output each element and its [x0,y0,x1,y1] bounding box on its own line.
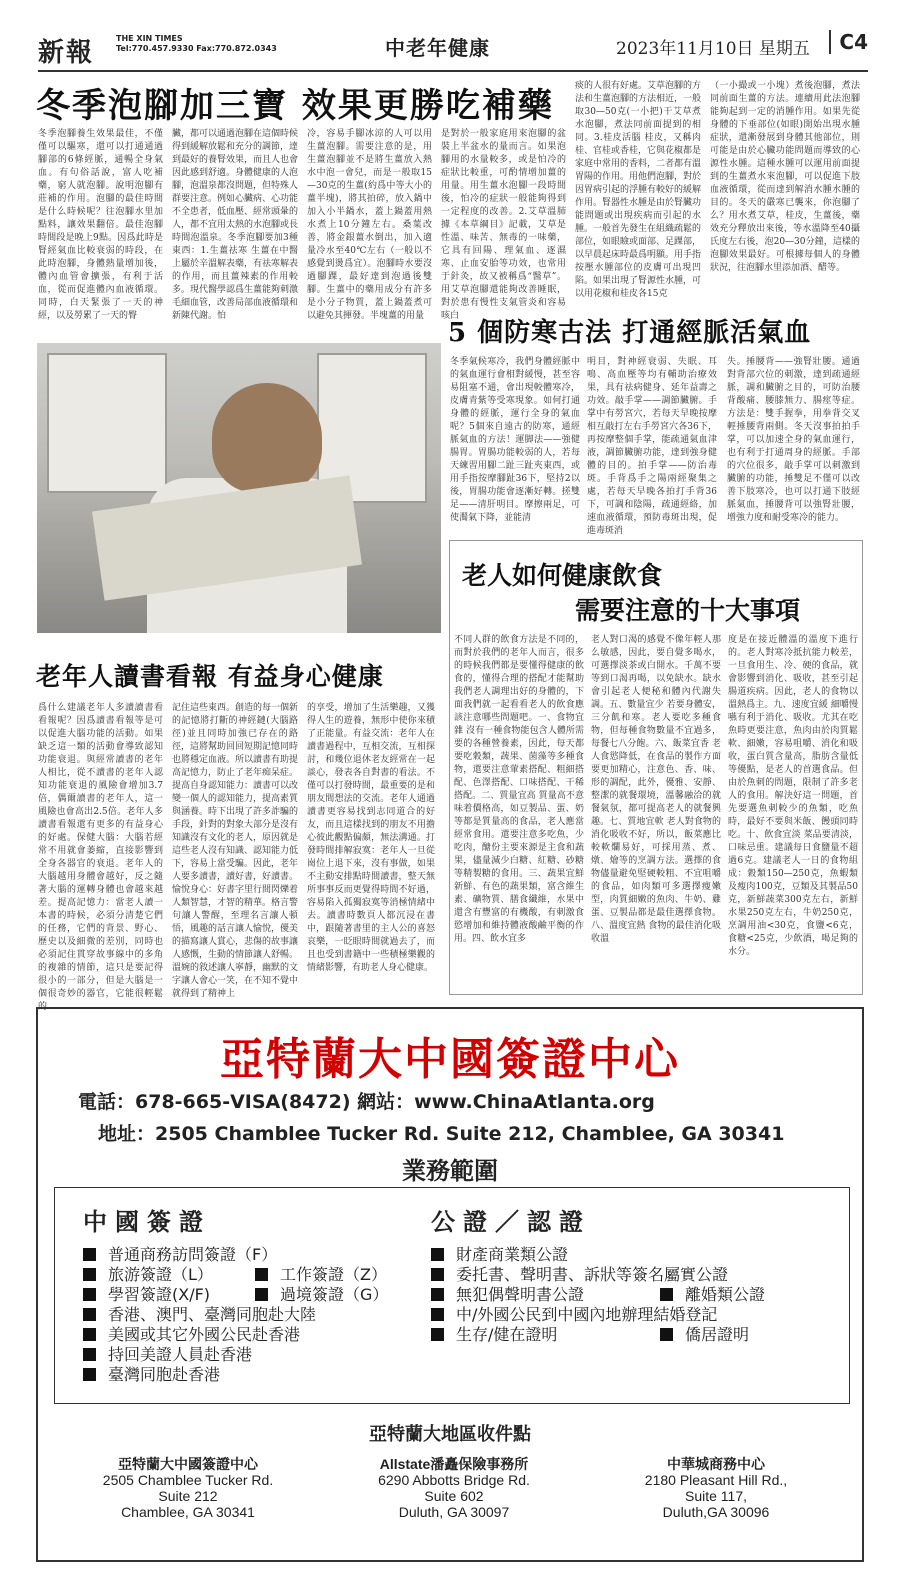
ad-address: 地址：2505 Chamblee Tucker Rd. Suite 212, Chamblee, GA 30341 [98,1123,785,1145]
article4-col1: 不同人群的飲食方法是不同的，而對於我們的老年人而言，很多的時候我們都是要懂得健康的飲食的，懂得合理的搭配才能幫助我們老人調理出好的身體的，下面我們就一起看看老人的飲食應該注意哪些問題吧。一、食物宜雜 沒有一種食物能包含人體所需要的各種營養素，因此，每天都要吃穀類，蔬果、菌藻等多種食物，還要注意葷素搭配、粗細搭配、色澤搭配、口味搭配、干稀搭配。二、質量宜高 質量高不意味着價格高，如豆製品、蛋、奶等都是質量高的食品，老人應當經常食用。還要注意多吃魚，少吃肉，醣份主要來源是主食和蔬果，儘量減少白糖、紅糖、砂糖等精製糖的食用。三、蔬果宜鮮 新鮮、有色的蔬果類，富含維生素、礦物質、膳食纖維，水果中還含有豐富的有機酸，有刺激食慾增加和維持體液酸鹼平衡的作用。四、飲水宜多 [454,635,584,944]
list-item: 美國或其它外國公民赴香港 [83,1325,316,1345]
list-item: 過境簽證（G） [255,1285,388,1305]
article4-col2: 老人對口渴的感覺不像年輕人那么敏感，因此，要自覺多喝水，可選擇淡茶或白開水。千萬不要等到口渴再喝，以免缺水。缺水會引起老人便秘和體內代謝失調。五、數量宜少 若要身體安，三分飢和寒。老人要吃多種食物，但每種食物數量不宜過多，每餐七八分飽。六、飯菜宜香 老人食慾降低，在食品的製作方面要更加精心，注意色、香、味、形的調配，此外，優雅、安靜、整潔的就餐環境，溫馨融洽的就餐氣氛，都可提高老人的就餐興趣。七、質地宜軟 老人對食物的消化吸收不好，所以，飯菜應比較軟爛易好，可採用蒸、煮、燉、燴等的烹調方法。選擇的食物儘量避免堅硬較粗、不宜咀嚼的食品，如肉類可多選擇瘦嫩型，肉質細嫩的魚肉、牛奶、雞蛋、豆製品都是最佳選擇食物。八、溫度宜熱 食物的最佳消化吸收溫 [591,635,721,944]
list-item: 工作簽證（Z） [255,1265,388,1285]
article1-col4: 是對於一般家庭用來泡腳的盆裝上半盆水的量而言。如果泡腳用的水量較多，或是怕冷的症狀比較重，可酌情增加薑的用量。用生薑水泡腳一段時間後，怕冷的症狀一般能夠得到一定程度的改善。2.艾草溫肺 據《本草綱目》記載，艾草是性溫、味苦、無毒的一味藥，它具有回陽、理氣血、逐濕寒、止血安胎等功效，也常用于針灸，故又被稱爲“醫草”。用艾草泡腳還能夠改善睡眠，對於患有慢性支氣管炎和容易咳白 [441,129,566,321]
list-item: 無犯偶聲明書公證 [431,1285,728,1305]
article4-title-line1: 老人如何健康飲食 [462,561,663,590]
article1-col2: 臟，都可以通過泡腳在這個時候得到緩解放鬆和充分的調節，達到最好的養腎效果，而且人也會因此感到舒適。身體健康的人泡腳，泡溫泉都沒問題，但特殊人群要注意。例如心臟病、心功能不全患者，低血壓、經常頭暈的人，都不宜用太熱的水泡腳或長時間泡溫泉。冬季泡腳要加3種東西：1.生薑祛寒 生薑在中醫上屬於辛溫解表藥，有祛寒解表的作用，而且薑辣素的作用較多。現代醫學認爲生薑能夠刺激毛細血管，改善局部血液循環和新陳代謝。怕 [172,129,299,321]
list-item: 學習簽證(X/F) [83,1285,316,1305]
newspaper-logo: 新報 [38,38,95,68]
list-item: 普通商務訪問簽證（F） [83,1245,316,1265]
masthead [38,22,868,72]
list-item: 香港、澳門、臺灣同胞赴大陸 [83,1305,316,1325]
article2-col3: 失。捶腰背——強腎壯腰。通過對背部穴位的刺激，達到疏通經脈，調和臟腑之目的，可防治腰背酸痛、腰膝無力、腸痙等症。方法是：雙手握拳，用拳背交叉輕捶腰背兩側。冬天沒事拍拍手掌，可以加速全身的氣血運行，也有利于打通周身的經脈。手部的穴位很多，敲手掌可以刺激到臟腑的功能，捶雙足不僅可以改善下肢寒冷，也可以打通下肢經脈氣血，捶腰背可以強腎壯腰，增強力度和耐受寒冷的能力。 [727,357,860,523]
services-box [54,1187,850,1404]
ad-scope-title: 業務範圍 [402,1156,498,1185]
article3-col1: 爲什么建議老年人多讀讀書看看報呢？因爲讀書看報等是可以促進大腦功能的活動。如果缺乏這一類的活動會導致認知功能衰退。與經常讀書的老年人相比，從不讀書的老年人認知功能衰退的風險會增加3.7倍，偶爾讀書的老年人，這一風險也會高出2.5倍。老年人多讀書看報還有更多的有益身心的好處。保健大腦：大腦若經常不用就會萎縮，直接影響到全身各器官的衰退。老年人的大腦越用身體會越好，反之隨著大腦的運轉身體也會越來越差。提高記憶力：當老人讀一本書的時候，必須分清楚它們的任務，它們的背景、野心、歷史以及細微的差別，同時也必須記住貫穿故事線中的多角的複雜的情節，這只是要記得很小的一部分，但是大腦是一個很奇妙的器官，它能很輕鬆的 [38,703,163,1012]
article1-col5: 痰的人很有好處。艾草泡腳的方法和生薑泡腳的方法相近，一般取30—50克(一小把)干艾草煮水泡腳，煮法同前面提到的相同。3.桂皮活腦 桂皮，又稱肉桂、官桂或香桂，它與花椒都是家庭中常用的香料，二者都有溫胃陽的作用。用他們泡腳，對於因胃病引起的浮腫有較好的緩解作用。腎器性水腫是由於腎臟功能問題或出現疾病而引起的水腫。一般首先發生在組織疏鬆的部位，如眼瞼或面部、足踝部，以早晨起床時最爲明顯。用手指按壓水腫部位的皮膚可出現凹陷。如果出現了腎源性水腫，可以用花椒和桂皮各15克 [575,81,702,299]
article3-title: 老年人讀書看報 有益身心健康 [36,662,384,691]
article3-col3: 的享受，增加了生活樂趣，又獲得人生的遊養，無形中使你來積了正能量。有益交流：老年人在讀書過程中，互相交流，互相探討，和幾位退休老友經常在一起談心，發表各自對書的看法。不僅可以打發時間，最重要的是和朋友間想法的交流。老年人通過讀書更容易找到志同道合的好友，而且這樣找到的朋友不用擔心彼此觀點偏頗，無法溝通。打發時間排解寂寞：老年人一旦從崗位上退下來，沒有事做，如果不主動安排點時間讀書，整天無所事事反而更覺得時間不好過，容易陷入孤獨寂寞等消極情緒中去。讀書時數頁人都沉浸在書中，跟隨著書里的主人公的喜怒哀樂，一眨眼時間就過去了，而且也受到書籍中一些積極樂觀的情緒影響，有助老人身心健康。 [307,703,435,973]
issue-date: 2023年11月10日 星期五 [616,39,810,59]
notary-heading: 公證／認證 [431,1207,591,1236]
list-item: 僑居證明 [660,1325,765,1345]
article3-col2: 記住這些東西。創造的每一個新的記憶將打斷的神經鏈(大腦路徑)並且同時加強已存在的路徑，這將幫助回回短期記憶同時也將穩定血液。所以讀書有助提高記憶力，防止了老年痴呆症。提高自身認知能力：讀書可以改變一個人的認知能力，提高素質與涵養。時下出現了許多詐騙的手段，針對的對象大部分是沒有知識沒有文化的老人，原因就是這些老人沒有知識、認知能力低下，容易上當受騙。因此，老年人要多讀書，讀好書，好讀書。愉悅身心：好書字里行間閃爍着人類智慧，才智的精華。格言警句讓人警醒，至理名言讓人頓悟，風趣的話言讓人愉悅，優美的描寫讓人賞心，悲傷的故事讓人感慨，生動的情節讓人舒暢。溫婉的敘述讓人寧靜，幽默的文字讓人會心一笑，在不知不覺中就得到了精神上 [172,703,299,999]
list-item: 中/外國公民到中國內地辦理結婚登記 [431,1305,728,1325]
ad-phone-website: 電話：678-665-VISA(8472) 網站：www.ChinaAtlanta.org [78,1091,655,1113]
section-title: 中老年健康 [385,36,490,60]
newspaper-contact: THE XIN TIMES Tel:770.457.9330 Fax:770.872.0343 [116,34,277,53]
location-3: 中華城商務中心 2180 Pleasant Hill Rd., Suite 117, Duluth,GA 30096 [644,1456,788,1520]
location-2: Allstate潘矗保險事務所 6290 Abbotts Bridge Rd. Suite 602 Duluth, GA 30097 [378,1456,530,1520]
elderly-man-reading-photo [37,343,441,633]
article2-col2: 明目，對神經衰弱、失眠、耳鳴、高血壓等均有輔助治療效果，具有祛病健身、延年益壽之功效。敲手掌——調節臟腑。手掌中有勞宮穴，若每天早晚按摩相互敲打左右手勞宮穴各36下，再按摩整個手掌，能疏通氣血津液，調節臟腑功能，達到強身健體的目的。拍手掌——防治毒斑。手背爲手之陽兩經聚集之處，若每天早晚各拍打手背36下，可調和陰陽，疏通經絡，加速血液循環，預防毒斑出現，促進毒斑消 [587,357,717,536]
article2-col1: 冬季氣候寒冷，我們身體經脈中的氣血運行會相對緩慢，甚至容易阻塞不通，會出現較體寒冷，皮膚青紫等受寒現象。如何打通身體的經脈，運行全身的氣血呢？5個來自遠古的防寒，通經脈氣血的方法！運脚法——強健腸胃。胃腸功能較弱的人，若每天練習用腳二趾三趾夾東西，或用手指按摩腳趾36下，堅持2以後，胃腸功能會逐漸好轉。搓雙足——清肝明目。摩擦兩足，可使濁氣下降，並能清 [450,357,580,523]
article1-col6: （一小撮或一小塊）煮後泡腳，煮法同前面生薑的方法。連續用此法泡腳能夠起到一定的消腫作用。如果先從身體的下垂部位(如眼)開始出現水腫症狀，還漸發展到身體其他部位，則可能是由於心臟功能問題而導致的心源性水腫。這種水腫可以運用前面提到的生薑煮水來泡腳，可以促進下肢血液循環，從而達到解消水腫水腫的目的。冬天的嚴寒已襲來，你泡腳了么？用水煮艾草，桂皮，生薑後，藥效充分釋放出來後，等水溫降至40攝氏度左右後，泡20—30分鐘，這樣的泡腳效果最好。可根據每個人的身體狀況，往泡腳水里添加酒、醋等。 [710,81,860,273]
list-item: 臺灣同胞赴香港 [83,1365,316,1385]
list-item: 生存/健在證明 [431,1325,728,1345]
list-item: 委托書、聲明書、訴狀等簽名屬實公證 [431,1265,728,1285]
china-visa-list-right [255,1265,388,1305]
article1-col3: 冷，容易手腳冰涼的人可以用生薑泡腳。需要注意的是，用生薑泡腳並不是將生薑放入熱水中泡一會兒，而是一般取15—30克的生薑(約爲中等大小的薑半塊)，將其拍碎，放入鍋中加入小半鍋水，蓋上鍋蓋用熱水煮上10分鐘左右。桑葉改善，將金銀薑水倒出，加入適量冷水至40℃左右（一般以不感覺到燙爲宜）。泡腳時水要沒過腳踝，最好達到泡過後雙腳。生薑中的藥用成分有許多是小分子物質，蓋上鍋蓋煮可以避免其揮發。半塊薑的用量 [307,129,432,321]
article2-title: 5 個防寒古法 打通經脈活氣血 [448,318,812,348]
pickup-title: 亞特蘭大地區收件點 [369,1424,531,1445]
visa-center-advertisement [36,1007,864,1562]
article4-title-line2: 需要注意的十大事項 [575,596,801,625]
list-item: 旅游簽證（L） [83,1265,316,1285]
notary-list-right [660,1285,765,1345]
list-item: 財產商業類公證 [431,1245,728,1265]
article4-col3: 度是在接近體溫的溫度下進行的。老人對寒冷抵抗能力較差，一旦食用生、冷、硬的食品，就會影響到消化、吸收，甚至引起腸道疾病。因此，老人的食物以溫熱爲主。九、速度宜緩 細嚼慢嚥有利于消化、吸收。尤其在吃魚時更要注意，魚肉由於肉質鬆軟、細嫩，容易咀嚼、消化和吸收，蛋白質含量高，脂肪含量低等優點，是老人的首選食品。但由於魚刺的問題，限制了許多老人的食用。解決好這一問題，首先要選魚刺較少的魚類，吃魚時，最好不要與米飯、饅頭同時吃。十、飲食宜淡 菜品要清淡，口味忌重。建議每日食鹽量不超過6克。建議老人一日的食物組成：穀類150—250克，魚蝦類及瘦肉100克，豆類及其製品50克，新鮮蔬菜300克左右，新鮮水果250克左右，牛奶250克，烹調用油<30克，食鹽<6克，食糖<25克，少飲酒，喝足夠的水分。 [728,635,858,957]
list-item: 離婚類公證 [660,1285,765,1305]
man-head-shape [212,383,322,493]
page-number: C4 [829,30,868,54]
article1-title: 冬季泡腳加三寶 效果更勝吃補藥 [36,86,554,126]
location-1: 亞特蘭大中國簽證中心 2505 Chamblee Tucker Rd. Suite 212 Chamblee, GA 30341 [102,1456,274,1520]
list-item: 持回美證人員赴香港 [83,1345,316,1365]
article1-col1: 冬季泡腳養生效果最佳，不僅僅可以驅寒，還可以打通通過腳部的6條經脈，通暢全身氣血。有句俗話說，富人吃補藥，窮人就泡腳。說明泡腳有莊補的作用。泡腳的最佳時間是什么時候呢？往泡腳水里加點料，讓效果翻倍。最佳泡腳時間段是晚上9點。因爲此時是腎經氣血比較衰弱的時段，在此時泡腳，身體熱量增加後，體內血管會擴張，有利于活血，從而促進體內血液循環。同時，白天緊張了一天的神經，以及勞累了一天的臀 [38,129,163,321]
ad-title: 亞特蘭大中國簽證中心 [220,1034,680,1085]
china-visa-heading: 中國簽證 [83,1207,211,1236]
window-shape [47,353,167,493]
